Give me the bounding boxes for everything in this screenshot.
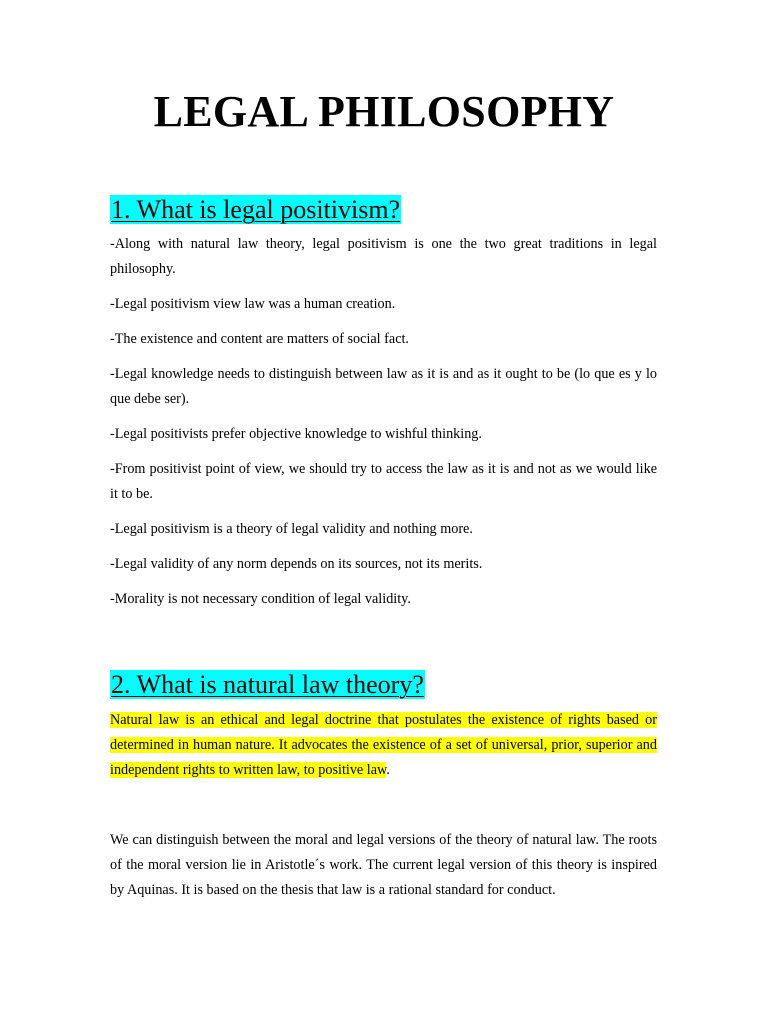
section-2-paragraph-2: We can distinguish between the moral and legal versions of the theory of natural law. The roots of the moral version lie in Aristotle´s work. The current legal version of this theory is inspired by Aquinas. It is based on the thesis that law is a rational standard for conduct. [110, 832, 657, 898]
section-2-heading-text: 2. What is natural law theory? [111, 670, 424, 699]
section-1-paragraph-5: -Legal positivists prefer objective knowledge to wishful thinking. [110, 426, 482, 442]
section-1-paragraph-6: -From positivist point of view, we should try to access the law as it is and not as we would like it to be. [110, 461, 657, 502]
section-1-paragraph-9: -Morality is not necessary condition of legal validity. [110, 591, 411, 607]
section-1-paragraph-8: -Legal validity of any norm depends on its sources, not its merits. [110, 556, 483, 572]
section-1-heading [110, 195, 401, 225]
highlighted-definition: Natural law is an ethical and legal doctrine that postulates the existence of rights based or determined in human nature. It advocates the existence of a set of universal, prior, superior and independent rights to written law, to positive law [110, 712, 657, 778]
section-1-paragraph-2: -Legal positivism view law was a human creation. [110, 296, 396, 312]
definition-end-punctuation: . [386, 762, 390, 778]
section-1-paragraph-1: -Along with natural law theory, legal positivism is one the two great traditions in legal philosophy. [110, 236, 657, 277]
document-title: LEGAL PHILOSOPHY [153, 87, 615, 136]
section-1-paragraph-4: -Legal knowledge needs to distinguish between law as it is and as it ought to be (lo que es y lo que debe ser). [110, 366, 657, 407]
section-1-paragraph-3: -The existence and content are matters of social fact. [110, 331, 409, 347]
section-2-heading [110, 670, 425, 700]
section-1-paragraph-7: -Legal positivism is a theory of legal validity and nothing more. [110, 521, 473, 537]
section-2-definition-paragraph [110, 708, 657, 783]
section-1-heading-text: 1. What is legal positivism? [111, 195, 401, 224]
